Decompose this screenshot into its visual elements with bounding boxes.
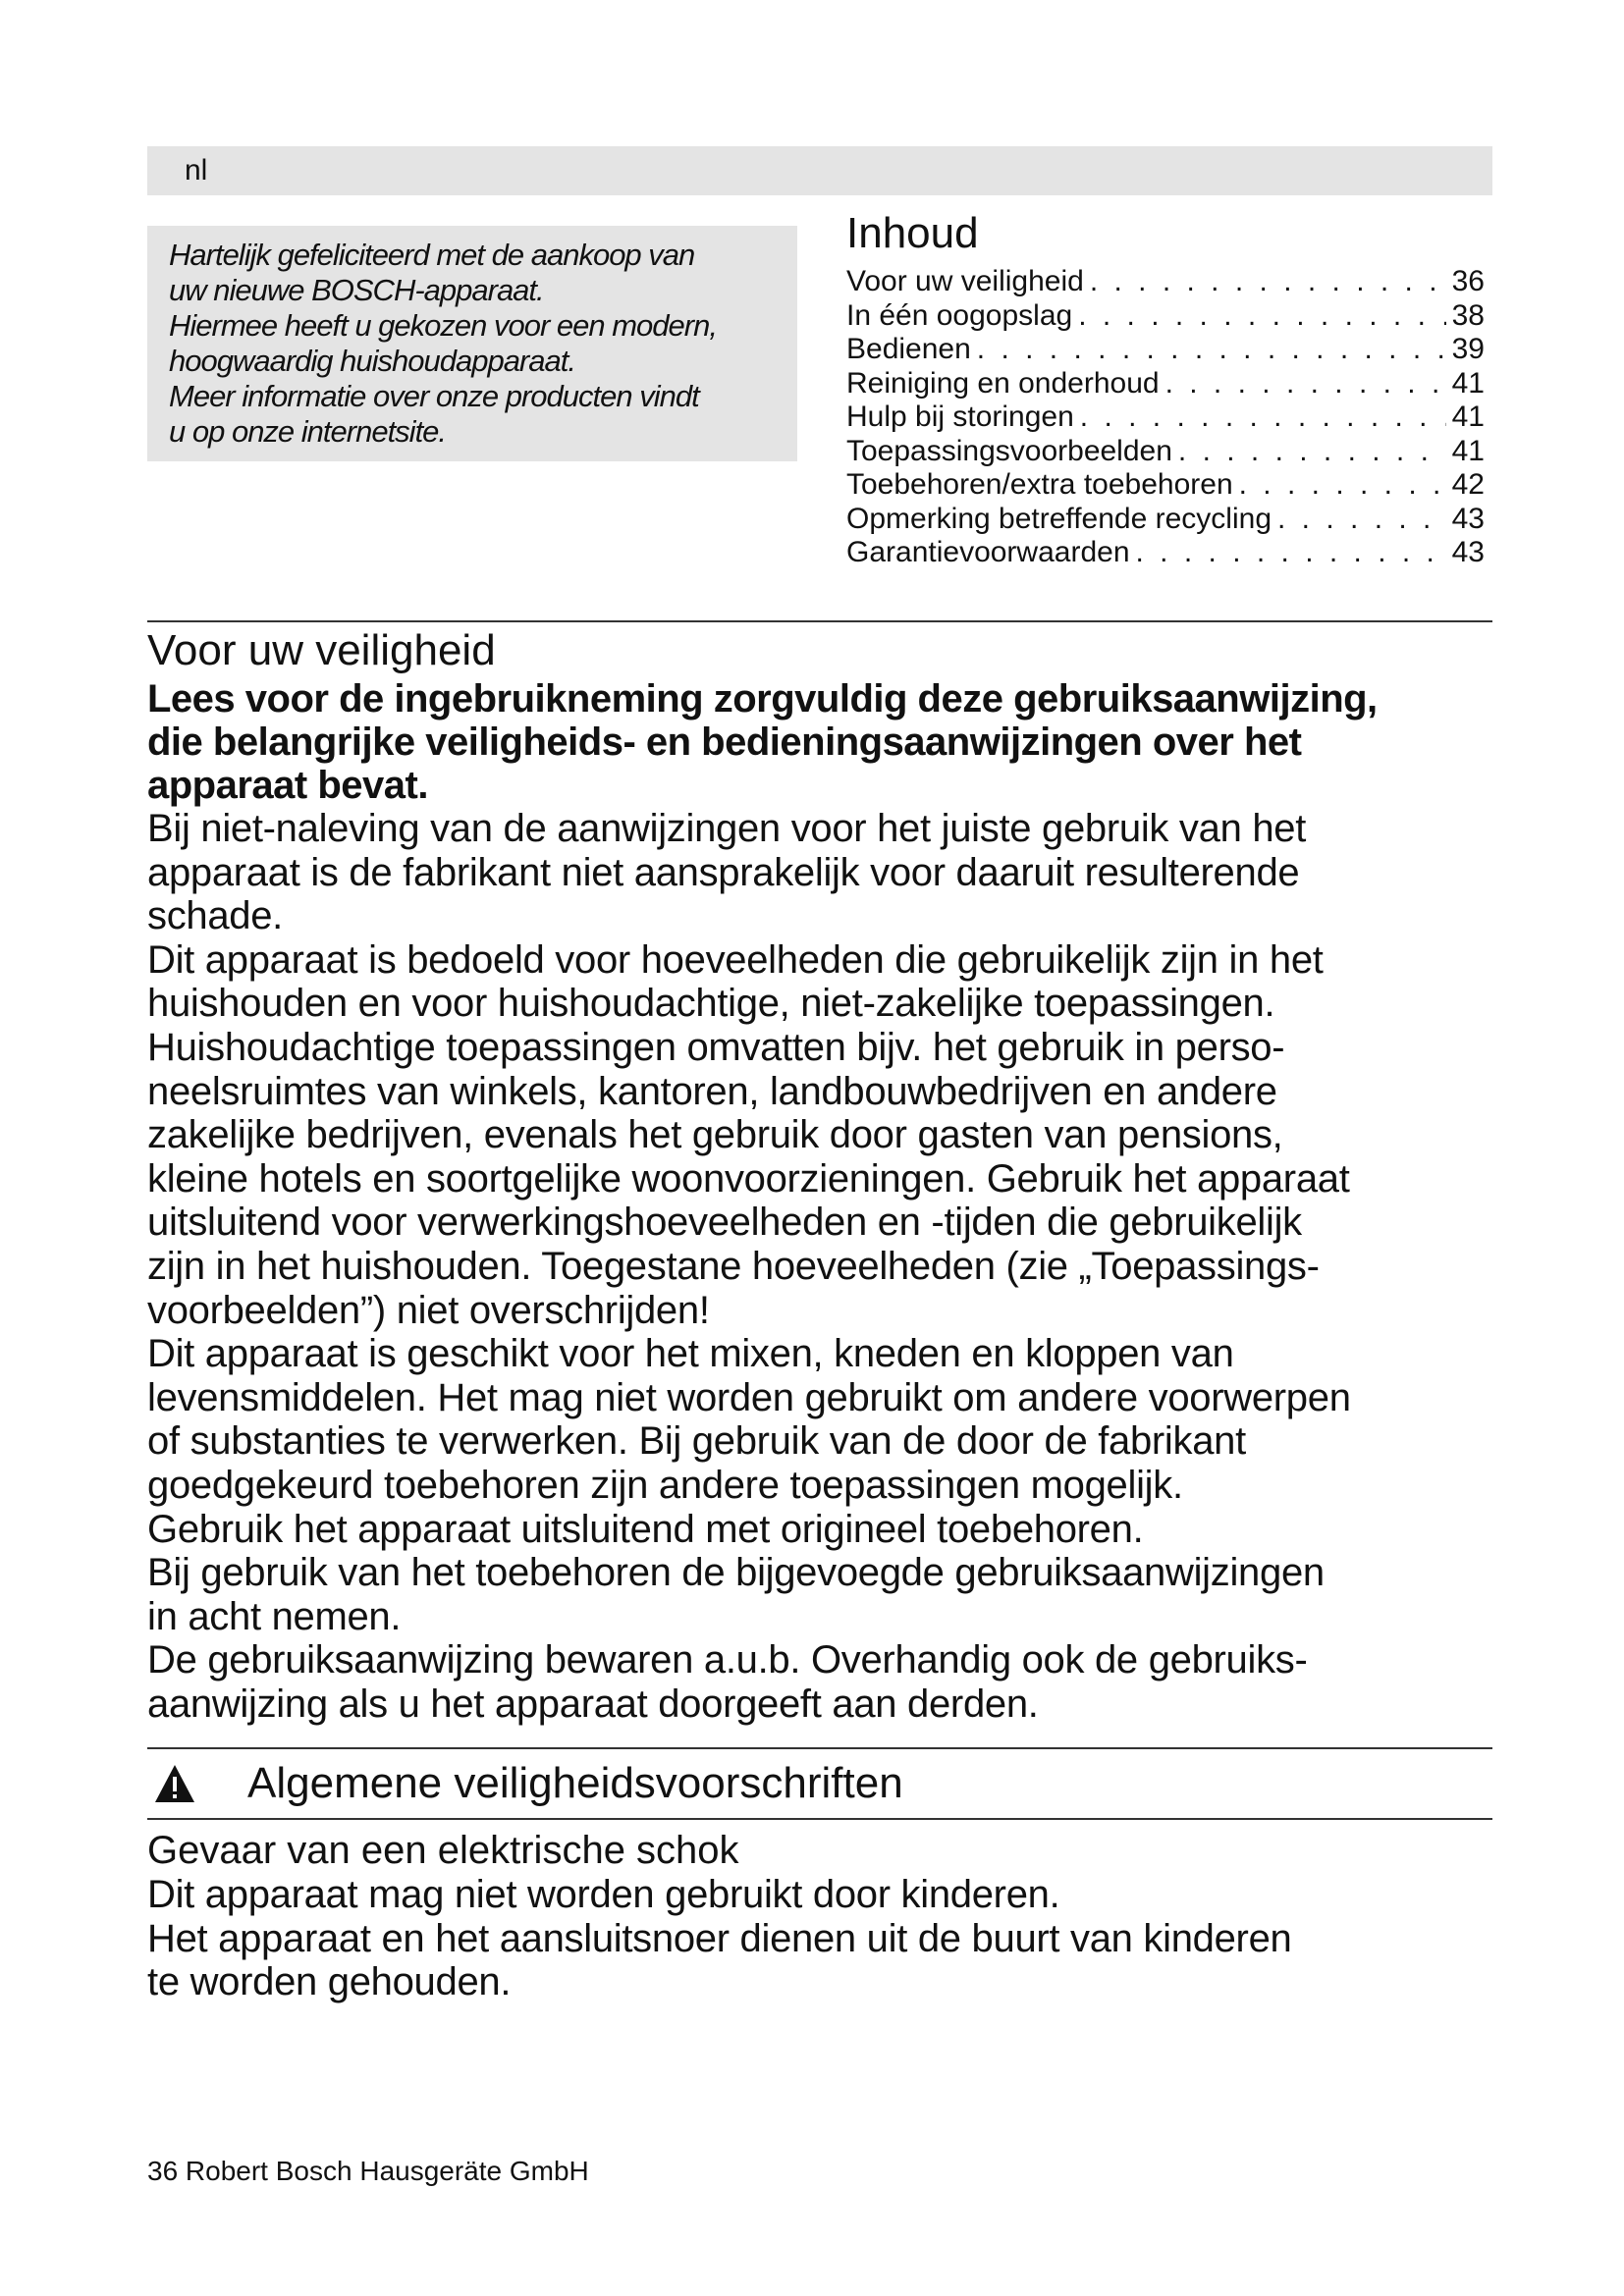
body-line: Dit apparaat is bedoeld voor hoeveelheden die gebruikelijk zijn in het	[147, 937, 1324, 982]
toc-entry-label: In één oogopslag	[846, 298, 1073, 332]
toc-entry-label: Reiniging en onderhoud	[846, 366, 1160, 400]
toc-title: Inhoud	[846, 209, 979, 257]
toc-entry-page: 43	[1451, 502, 1485, 535]
lead-line: Lees voor de ingebruikneming zorgvuldig deze gebruiksaanwijzing,	[147, 677, 1378, 721]
body-line: neelsruimtes van winkels, kantoren, landbouwbedrijven en andere	[147, 1069, 1277, 1113]
toc-entry[interactable]	[846, 265, 1485, 299]
toc-entry-page: 41	[1451, 366, 1485, 400]
language-bar	[147, 146, 1492, 195]
body-line: Huishoudachtige toepassingen omvatten bijv. het gebruik in perso-	[147, 1025, 1285, 1069]
toc-leader	[1136, 536, 1446, 570]
toc-entry-label: Garantievoorwaarden	[846, 536, 1130, 568]
body-line: schade.	[147, 894, 283, 938]
intro-box	[147, 226, 797, 461]
subsection-title: Gevaar van een elektrische schok	[147, 1829, 739, 1872]
toc-entry-label: Hulp bij storingen	[846, 400, 1074, 433]
toc-entry-page: 41	[1451, 400, 1485, 433]
table-of-contents	[846, 208, 1485, 570]
intro-line: hoogwaardig huishoudapparaat.	[169, 344, 575, 378]
body-line: in acht nemen.	[147, 1594, 402, 1638]
toc-entry[interactable]	[846, 536, 1485, 570]
language-code: nl	[185, 154, 208, 187]
toc-entry[interactable]	[846, 468, 1485, 503]
toc-leader	[1239, 468, 1446, 503]
toc-entry-page: 41	[1451, 434, 1485, 467]
body-line: Het apparaat en het aansluitsnoer dienen uit de buurt van kinderen	[147, 1916, 1292, 1960]
body-line: Bij niet-naleving van de aanwijzingen voor het juiste gebruik van het	[147, 807, 1307, 850]
toc-leader	[977, 333, 1446, 367]
intro-line: uw nieuwe BOSCH-apparaat.	[169, 273, 544, 307]
toc-entry[interactable]	[846, 503, 1485, 537]
toc-entry-page: 39	[1451, 333, 1485, 365]
intro-line: Hartelijk gefeliciteerd met de aankoop van	[169, 238, 695, 272]
body-line: aanwijzing als u het apparaat doorgeeft aan derden.	[147, 1682, 1039, 1726]
body-line: Dit apparaat mag niet worden gebruikt door kinderen.	[147, 1873, 1060, 1916]
body-line: Dit apparaat is geschikt voor het mixen, kneden en kloppen van	[147, 1332, 1234, 1376]
body-line: uitsluitend voor verwerkingshoeveelheden en -tijden die gebruikelijk	[147, 1201, 1302, 1245]
toc-leader	[1090, 265, 1446, 299]
toc-entry-page: 36	[1451, 265, 1485, 297]
body-line: voorbeelden”) niet overschrijden!	[147, 1288, 710, 1332]
page-footer: 36 Robert Bosch Hausgeräte GmbH	[147, 2156, 589, 2186]
body-line: zakelijke bedrijven, evenals het gebruik door gasten van pensions,	[147, 1113, 1283, 1157]
section-divider	[147, 620, 1492, 622]
body-line: huishouden en voor huishoudachtige, niet-zakelijke toepassingen.	[147, 982, 1275, 1026]
lead-line: apparaat bevat.	[147, 764, 428, 807]
toc-entry[interactable]	[846, 400, 1485, 435]
section-divider	[147, 1818, 1492, 1820]
toc-entry-page: 43	[1451, 536, 1485, 568]
intro-line: u op onze internetsite.	[169, 414, 447, 449]
toc-entry[interactable]	[846, 435, 1485, 469]
body-line: of substanties te verwerken. Bij gebruik van de door de fabrikant	[147, 1419, 1246, 1464]
body-line: te worden gehouden.	[147, 1960, 512, 2004]
body-line: zijn in het huishouden. Toegestane hoeveelheden (zie „Toepassings-	[147, 1244, 1320, 1288]
toc-entry-label: Bedienen	[846, 333, 971, 365]
body-line: De gebruiksaanwijzing bewaren a.u.b. Overhandig ook de gebruiks-	[147, 1638, 1308, 1682]
body-line: goedgekeurd toebehoren zijn andere toepassingen mogelijk.	[147, 1463, 1183, 1507]
toc-leader	[1277, 503, 1446, 537]
general-safety-header	[147, 1757, 1492, 1810]
toc-leader	[1165, 367, 1446, 401]
body-line: levensmiddelen. Het mag niet worden gebruikt om andere voorwerpen	[147, 1375, 1351, 1419]
toc-leader	[1078, 299, 1445, 334]
intro-line: Meer informatie over onze producten vindt	[169, 379, 699, 413]
body-line: Gebruik het apparaat uitsluitend met origineel toebehoren.	[147, 1507, 1144, 1551]
toc-leader	[1178, 435, 1446, 469]
toc-entry-page: 42	[1451, 468, 1485, 501]
lead-line: die belangrijke veiligheids- en bedieningsaanwijzingen over het	[147, 721, 1302, 764]
section-title: Voor uw veiligheid	[147, 626, 496, 674]
general-safety-title: Algemene veiligheidsvoorschriften	[247, 1759, 903, 1807]
body-line: Bij gebruik van het toebehoren de bijgevoegde gebruiksaanwijzingen	[147, 1551, 1325, 1595]
safety-section	[147, 624, 1512, 1726]
electric-shock-section	[147, 1828, 1512, 2004]
warning-triangle-icon	[153, 1763, 196, 1804]
toc-entry-label: Opmerking betreffende recycling	[846, 502, 1272, 535]
body-line: apparaat is de fabrikant niet aansprakelijk voor daaruit resulterende	[147, 850, 1300, 894]
body-line: kleine hotels en soortgelijke woonvoorzieningen. Gebruik het apparaat	[147, 1156, 1350, 1201]
toc-entry-label: Toebehoren/extra toebehoren	[846, 468, 1233, 501]
toc-entry[interactable]	[846, 299, 1485, 334]
toc-entry-page: 38	[1451, 298, 1485, 332]
toc-entry[interactable]	[846, 333, 1485, 367]
toc-entry-label: Toepassingsvoorbeelden	[846, 434, 1172, 467]
toc-leader	[1080, 400, 1446, 435]
toc-entry-label: Voor uw veiligheid	[846, 265, 1084, 297]
intro-line: Hiermee heeft u gekozen voor een modern,	[169, 308, 717, 343]
section-divider	[147, 1747, 1492, 1749]
toc-entry[interactable]	[846, 367, 1485, 401]
